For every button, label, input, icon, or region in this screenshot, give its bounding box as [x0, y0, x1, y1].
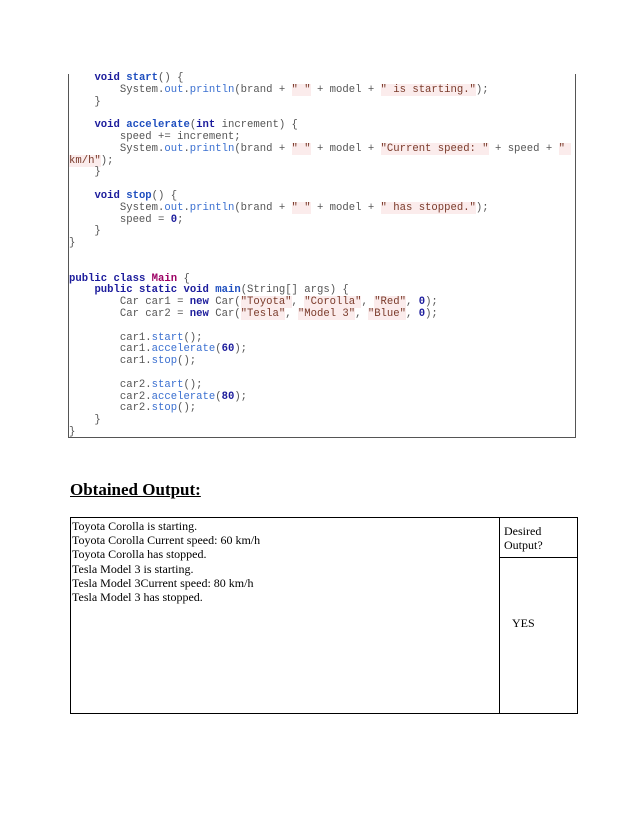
code-token: speed = — [69, 213, 171, 226]
code-token: ; — [177, 213, 184, 226]
output-line: Toyota Corolla Current speed: 60 km/h — [72, 533, 261, 548]
code-token: main — [215, 284, 241, 297]
code-token: println — [189, 142, 235, 155]
code-token: "Blue" — [367, 307, 406, 320]
code-token: 0 — [170, 213, 178, 226]
code-token: " has stopped." — [380, 201, 476, 214]
code-token: ( — [189, 119, 197, 132]
code-token: System. — [69, 83, 165, 96]
code-token: " " — [291, 83, 311, 96]
code-token — [69, 284, 94, 296]
code-token: accelerate — [151, 343, 216, 356]
code-token: out — [164, 83, 184, 96]
code-token: Car car1 = — [69, 296, 190, 309]
code-token: (); — [183, 331, 203, 344]
output-line: Toyota Corolla has stopped. — [72, 547, 207, 562]
code-token: car2. — [69, 402, 152, 415]
code-token: Car( — [208, 307, 241, 320]
code-line — [69, 309, 574, 321]
code-line — [69, 144, 574, 156]
code-token: "Red" — [374, 296, 406, 309]
code-token: () { — [151, 189, 178, 202]
code-token: car2. — [69, 390, 152, 403]
code-token: start — [126, 72, 159, 84]
output-text — [72, 519, 498, 604]
code-token: void — [183, 284, 209, 297]
code-token: increment) { — [215, 119, 298, 132]
code-token: , — [406, 307, 419, 320]
code-token: } — [69, 166, 101, 179]
code-token: System. — [69, 142, 165, 155]
code-token: " " — [291, 142, 311, 155]
code-token: } — [69, 414, 101, 427]
code-token: + model + — [310, 142, 381, 155]
code-token: out — [164, 142, 184, 155]
code-token: Car car2 = — [69, 307, 190, 320]
table-divider-vertical — [499, 518, 500, 713]
code-line — [69, 238, 574, 250]
output-line: Toyota Corolla is starting. — [72, 519, 198, 533]
code-token: (String[] args) { — [240, 284, 349, 297]
code-token: accelerate — [126, 119, 190, 132]
code-token: car1. — [69, 355, 152, 368]
code-token: Car( — [208, 296, 241, 309]
code-token: println — [189, 83, 235, 96]
code-token: car1. — [69, 343, 152, 356]
code-token: class — [113, 272, 146, 285]
desired-output-answer: YES — [512, 616, 535, 630]
code-token: out — [164, 201, 184, 214]
code-token: "Tesla" — [240, 307, 286, 320]
code-line — [69, 215, 574, 227]
code-token: "Toyota" — [240, 296, 292, 309]
code-token: 80 — [221, 390, 235, 403]
code-token: . — [183, 142, 190, 155]
code-token: void — [94, 72, 120, 84]
output-table — [70, 517, 578, 714]
code-token — [69, 119, 94, 131]
code-token: + speed + — [488, 142, 559, 155]
code-token: + model + — [310, 201, 381, 214]
code-token: Main — [151, 272, 178, 285]
code-token: stop — [151, 355, 178, 368]
code-token: " is starting." — [380, 83, 476, 96]
obtained-output-heading: Obtained Output: — [70, 480, 201, 499]
code-token: car1. — [69, 331, 152, 344]
code-token: (); — [177, 355, 197, 368]
code-token: () { — [158, 72, 184, 84]
code-token: ( — [215, 343, 222, 356]
code-line — [69, 226, 574, 238]
code-token: stop — [126, 189, 152, 202]
code-token: car2. — [69, 378, 152, 391]
code-token: public — [69, 272, 108, 285]
code-token: int — [196, 119, 216, 132]
output-line: Tesla Model 3 is starting. — [72, 561, 194, 576]
code-token: new — [189, 307, 209, 320]
code-token: stop — [151, 402, 178, 415]
code-line — [69, 427, 574, 439]
code-token: public — [94, 284, 133, 297]
code-token: (brand + — [234, 142, 292, 155]
code-line — [69, 250, 574, 262]
code-token: void — [94, 189, 120, 202]
code-token: } — [69, 95, 101, 108]
code-token: "Corolla" — [304, 296, 362, 309]
code-token: + model + — [310, 83, 381, 96]
code-token: . — [183, 201, 190, 214]
output-line: Tesla Model 3 has stopped. — [72, 590, 203, 605]
code-token: ( — [215, 390, 222, 403]
code-token: (brand + — [234, 83, 292, 96]
code-token: ); — [475, 201, 489, 214]
code-token: println — [189, 201, 235, 214]
code-token: ); — [425, 307, 438, 320]
code-line — [69, 403, 574, 415]
code-token: " — [558, 142, 572, 155]
code-token: accelerate — [151, 390, 216, 403]
code-token: new — [189, 296, 209, 309]
code-token: , — [355, 307, 368, 320]
code-token: start — [151, 378, 184, 391]
code-token: } — [69, 225, 101, 238]
code-line — [69, 356, 574, 368]
code-token: , — [285, 307, 298, 320]
code-token: (brand + — [234, 201, 292, 214]
code-token: "Model 3" — [297, 307, 356, 320]
output-line: Tesla Model 3Current speed: 80 km/h — [72, 575, 254, 590]
code-line — [69, 97, 574, 109]
code-listing — [69, 73, 574, 439]
code-line — [69, 415, 574, 427]
code-token: 60 — [221, 343, 235, 356]
code-token: } — [69, 425, 76, 438]
code-token: "Current speed: " — [380, 142, 489, 155]
code-token: " " — [291, 201, 311, 214]
code-token: ); — [475, 83, 489, 96]
code-token: static — [138, 284, 178, 297]
code-token: ); — [100, 154, 114, 167]
code-token — [69, 190, 94, 202]
desired-output-label: Desired Output? — [504, 524, 543, 552]
code-token — [69, 72, 94, 84]
code-token: 0 — [418, 307, 426, 320]
code-token: , — [291, 296, 305, 309]
code-token: 0 — [418, 296, 426, 309]
code-token: { — [177, 272, 190, 285]
code-token: void — [94, 119, 120, 132]
code-token: System. — [69, 201, 165, 214]
table-divider-horizontal — [499, 557, 577, 558]
code-token: ); — [425, 296, 438, 309]
code-token: ); — [234, 390, 248, 403]
code-token: , — [405, 296, 419, 309]
code-line — [69, 85, 574, 97]
code-line — [69, 156, 574, 168]
code-token: , — [361, 296, 375, 309]
code-token: ); — [234, 343, 248, 356]
code-token: start — [151, 331, 184, 344]
code-token: (); — [177, 402, 197, 415]
code-token: speed += increment; — [69, 130, 241, 143]
code-line — [69, 167, 574, 179]
code-token: (); — [183, 378, 203, 391]
code-token: . — [183, 83, 190, 96]
code-token: } — [69, 237, 76, 250]
code-token: km/h" — [69, 154, 101, 167]
